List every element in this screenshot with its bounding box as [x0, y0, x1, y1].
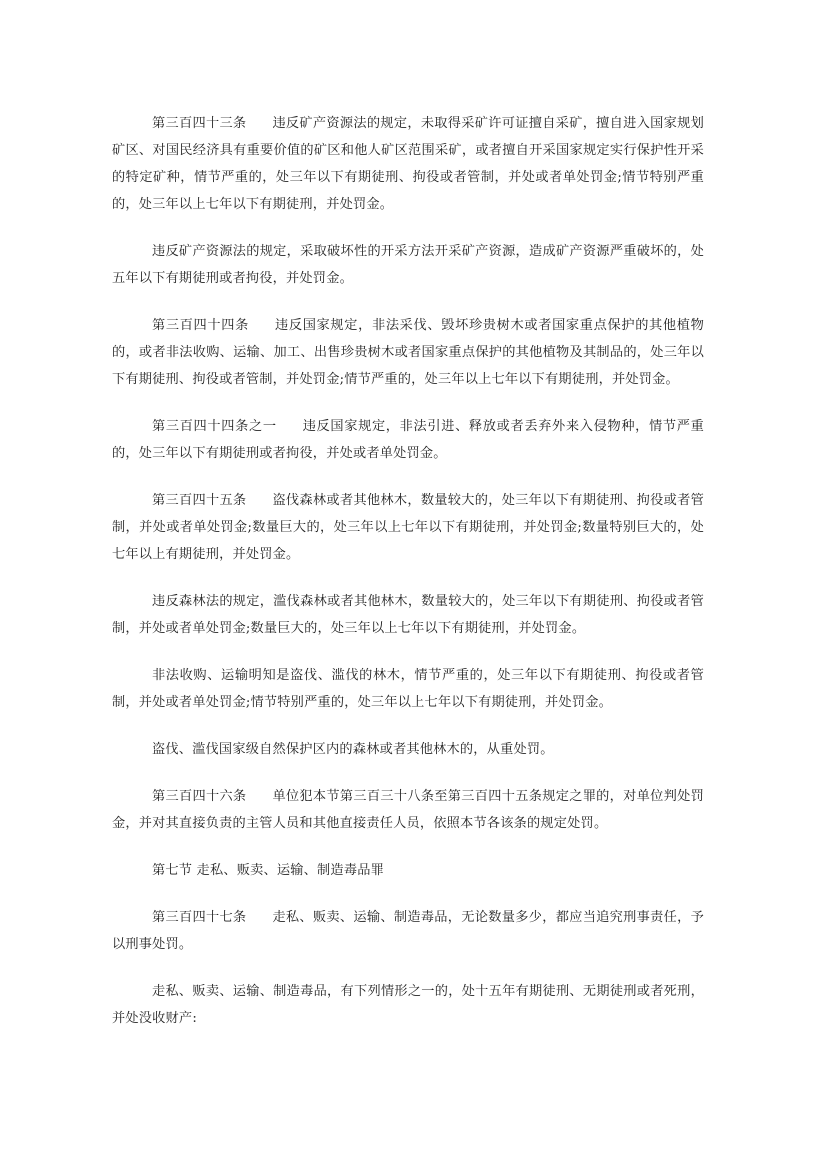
paragraph-347	[112, 904, 704, 958]
article-number: 第三百四十六条	[152, 789, 247, 804]
article-text: 非法收购、运输明知是盗伐、滥伐的林木，情节严重的，处三年以下有期徒刑、拘役或者管制，并处或者单处罚金;情节特别严重的，处三年以上七年以下有期徒刑，并处罚金。	[112, 668, 704, 710]
article-text: 盗伐、滥伐国家级自然保护区内的森林或者其他林木的，从重处罚。	[152, 742, 554, 757]
article-number: 第三百四十四条之一	[152, 419, 277, 434]
paragraph-345	[112, 487, 704, 568]
paragraph-344	[112, 312, 704, 393]
section-heading	[112, 857, 704, 884]
paragraph-343	[112, 110, 704, 218]
paragraph-345-4	[112, 736, 704, 763]
paragraph-344-1	[112, 413, 704, 467]
article-number: 第三百四十五条	[152, 493, 247, 508]
document-body	[112, 110, 704, 1052]
paragraph-347-2	[112, 978, 704, 1032]
article-number: 第三百四十三条	[152, 116, 247, 131]
article-text: 违反国家规定，非法采伐、毁坏珍贵树木或者国家重点保护的其他植物的，或者非法收购、运输、加工、出售珍贵树木或者国家重点保护的其他植物及其制品的，处三年以下有期徒刑、拘役或者管制，并处罚金;情节严重的，处三年以上七年以下有期徒刑，并处罚金。	[112, 318, 704, 387]
article-number: 第三百四十七条	[152, 910, 247, 925]
article-text: 走私、贩卖、运输、制造毒品，无论数量多少，都应当追究刑事责任，予以刑事处罚。	[112, 910, 704, 952]
article-text: 违反国家规定，非法引进、释放或者丢弃外来入侵物种，情节严重的，处三年以下有期徒刑或者拘役，并处或者单处罚金。	[112, 419, 704, 461]
section-title: 第七节 走私、贩卖、运输、制造毒品罪	[152, 863, 384, 878]
article-text: 违反森林法的规定，滥伐森林或者其他林木，数量较大的，处三年以下有期徒刑、拘役或者管制，并处或者单处罚金;数量巨大的，处三年以上七年以下有期徒刑，并处罚金。	[112, 594, 704, 636]
article-text: 违反矿产资源法的规定，未取得采矿许可证擅自采矿，擅自进入国家规划矿区、对国民经济具有重要价值的矿区和他人矿区范围采矿，或者擅自开采国家规定实行保护性开采的特定矿种，情节严重的，处三年以下有期徒刑、拘役或者管制，并处或者单处罚金;情节特别严重的，处三年以上七年以下有期徒刑，并处罚金。	[112, 116, 704, 212]
article-text: 盗伐森林或者其他林木，数量较大的，处三年以下有期徒刑、拘役或者管制，并处或者单处罚金;数量巨大的，处三年以上七年以下有期徒刑，并处罚金;数量特别巨大的，处七年以上有期徒刑，并处罚金。	[112, 493, 704, 562]
article-text: 走私、贩卖、运输、制造毒品，有下列情形之一的，处十五年有期徒刑、无期徒刑或者死刑，并处没收财产:	[112, 984, 704, 1026]
article-number: 第三百四十四条	[152, 318, 249, 333]
paragraph-346	[112, 783, 704, 837]
article-text: 单位犯本节第三百三十八条至第三百四十五条规定之罪的，对单位判处罚金，并对其直接负责的主管人员和其他直接责任人员，依照本节各该条的规定处罚。	[112, 789, 704, 831]
article-text: 违反矿产资源法的规定，采取破坏性的开采方法开采矿产资源，造成矿产资源严重破坏的，处五年以下有期徒刑或者拘役，并处罚金。	[112, 244, 704, 286]
paragraph-343-2	[112, 238, 704, 292]
paragraph-345-2	[112, 588, 704, 642]
paragraph-345-3	[112, 662, 704, 716]
